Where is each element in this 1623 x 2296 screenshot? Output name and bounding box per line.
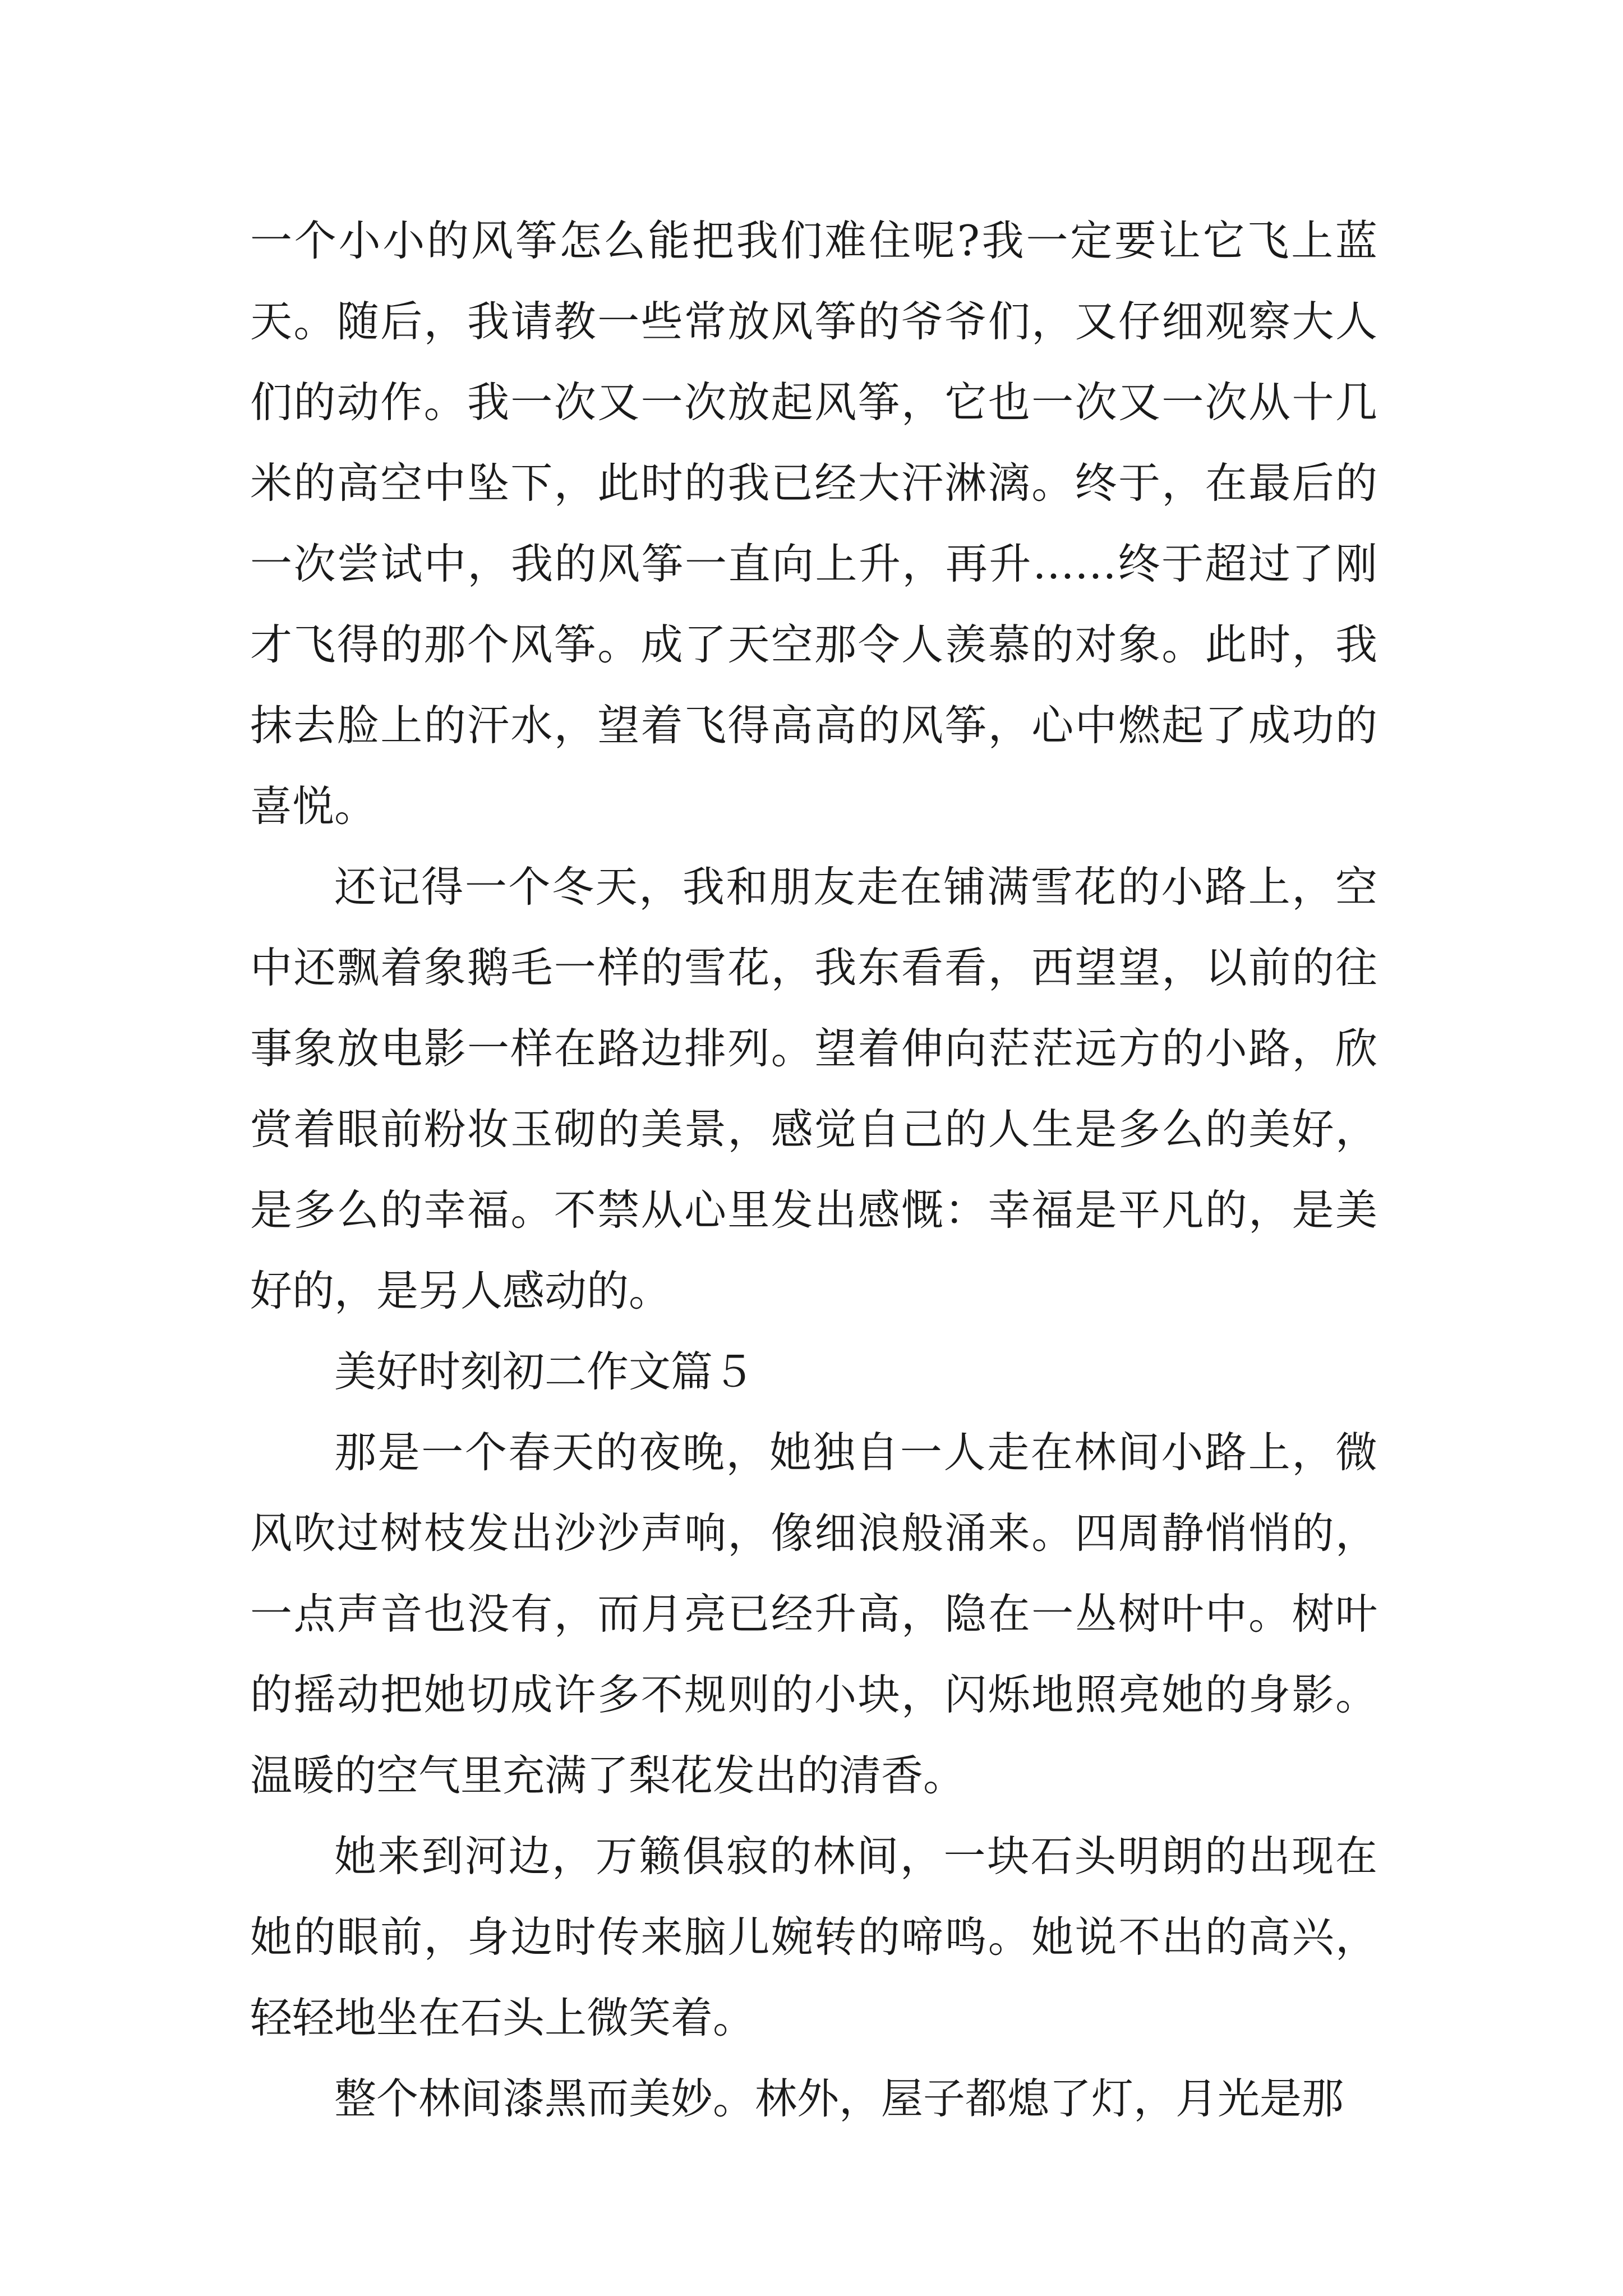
paragraph-spring-night: 那是一个春天的夜晚，她独自一人走在林间小路上，微风吹过树枝发出沙沙声响，像细浪般涌来。四周静悄悄的，一点声音也没有，而月亮已经升高，隐在一丛树叶中。树叶的摇动把她切成许多不规则的小块，闪烁地照亮她的身影。温暖的空气里充满了梨花发出的清香。 (250, 1428, 1377, 1800)
section-heading: 美好时刻初二作文篇５ (334, 1347, 755, 1396)
document-body (250, 200, 1377, 2139)
paragraph-kite: 一个小小的风筝怎么能把我们难住呢?我一定要让它飞上蓝天。随后，我请教一些常放风筝的爷爷们，又仔细观察大人们的动作。我一次又一次放起风筝，它也一次又一次从十几米的高空中坠下，此时的我已经大汗淋漓。终于，在最后的一次尝试中，我的风筝一直向上升，再升……终于超过了刚才飞得的那个风筝。成了天空那令人羡慕的对象。此时，我抹去脸上的汗水，望着飞得高高的风筝，心中燃起了成功的喜悦。 (250, 216, 1377, 831)
paragraph-riverside: 她来到河边，万籁俱寂的林间，一块石头明朗的出现在她的眼前，身边时传来脑儿婉转的啼鸣。她说不出的高兴，轻轻地坐在石头上微笑着。 (250, 1832, 1377, 2042)
paragraph-forest: 整个林间漆黑而美妙。林外，屋子都熄了灯，月光是那 (334, 2074, 1344, 2123)
paragraph-winter: 还记得一个冬天，我和朋友走在铺满雪花的小路上，空中还飘着象鹅毛一样的雪花，我东看看，西望望，以前的往事象放电影一样在路边排列。望着伸向茫茫远方的小路，欣赏着眼前粉妆玉砌的美景，感觉自己的人生是多么的美好，是多么的幸福。不禁从心里发出感慨：幸福是平凡的，是美好的，是另人感动的。 (250, 862, 1377, 1315)
